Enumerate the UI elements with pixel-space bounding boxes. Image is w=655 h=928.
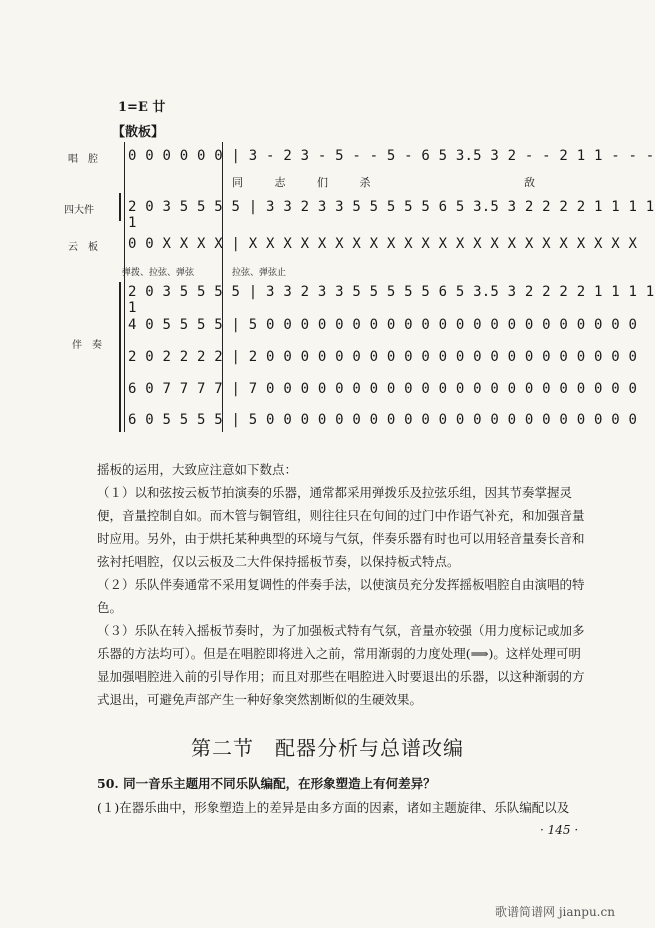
row-label-sidaijian: 四大件 bbox=[64, 205, 94, 216]
annotation-left: 弹拨、拉弦、弹弦 bbox=[122, 268, 195, 278]
row-notes-acc-3: 2 0 2 2 2 2 | 2 0 0 0 0 0 0 0 0 0 0 0 0 0 0 0 0 0 0 0 0 0 0 bbox=[128, 349, 638, 365]
row-notes-vocal: 0 0 0 0 0 0 | 3 - 2 3 - 5 - - 5 - 6 5 3.5 3 2 - - 2 1 1 - - - bbox=[128, 148, 655, 164]
question-text: (１)在器乐曲中，形象塑造上的差异是由多方面的因素，诸如主题旋律、乐队编配以及 bbox=[97, 800, 570, 815]
row-label-yunban: 云 板 bbox=[68, 242, 98, 253]
row-notes-acc-5: 6 0 5 5 5 5 | 5 0 0 0 0 0 0 0 0 0 0 0 0 0 0 0 0 0 0 0 0 0 0 bbox=[128, 412, 638, 428]
question-title: 50. 同一音乐主题用不同乐队编配，在形象塑造上有何差异？ bbox=[97, 776, 436, 791]
paragraph-2: （２）乐队伴奏通常不采用复调性的伴奏手法，以使演员充分发挥摇板唱腔自由演唱的特色。 bbox=[97, 577, 585, 615]
paragraph-3: （３）乐队在转入摇板节奏时，为了加强板式特有气氛，音量亦较强（用力度标记或加多乐器的方法均可）。但是在唱腔即将进入之前，常用渐弱的力度处理(⟹)。这样处理可明显加强唱腔进入前的引导作用；而且对那些在唱腔进入时要退出的乐器，以这种渐弱的方式退出，可避免声部产生一种好象突然割断似的生硬效果。 bbox=[97, 623, 585, 707]
row-label-vocal: 唱 腔 bbox=[68, 154, 98, 165]
annotation-mid: 拉弦、弹弦止 bbox=[232, 268, 287, 278]
bracket-sidaijian bbox=[119, 193, 121, 221]
section-heading: 第二节 配器分析与总谱改编 bbox=[191, 736, 464, 760]
row-label-accompaniment: 伴 奏 bbox=[72, 340, 102, 351]
row-notes-acc-4: 6 0 7 7 7 7 | 7 0 0 0 0 0 0 0 0 0 0 0 0 0 0 0 0 0 0 0 0 0 0 bbox=[128, 381, 638, 397]
intro-paragraph: 摇板的运用，大致应注意如下数点： bbox=[97, 462, 298, 477]
tempo-marking: 【散板】 bbox=[112, 125, 165, 140]
key-signature: 1=E 廿 bbox=[118, 100, 166, 115]
row-notes-sidaijian: 2 0 3 5 5 5 5 | 3 3 2 3 3 5 5 5 5 5 6 5 3.5 3 2 2 2 2 1 1 1 1 1 bbox=[128, 199, 655, 231]
lyrics-left: 同 志 们 杀 bbox=[232, 176, 385, 189]
page-number: · 145 · bbox=[540, 823, 579, 837]
bracket-accompaniment bbox=[119, 282, 121, 432]
row-notes-yunban: 0 0 X X X X | X X X X X X X X X X X X X X X X X X X X X X X bbox=[128, 236, 638, 252]
watermark: 歌谱简谱网 jianpu.cn bbox=[495, 905, 615, 919]
lyrics-right: 敌 bbox=[524, 176, 549, 189]
paragraph-1: （１）以和弦按云板节拍演奏的乐器，通常都采用弹拨乐及拉弦乐组，因其节奏掌握灵便，音量控制自如。而木管与铜管组，则往往只在句间的过门中作语气补充，和加强音量时应用。另外，由于烘托某种典型的环境与气氛，伴奏乐器有时也可以用轻音量奏长音和弦衬托唱腔，仅以云板及二大件保持摇板节奏，以保持板式特点。 bbox=[97, 485, 585, 569]
row-notes-acc-2: 4 0 5 5 5 5 | 5 0 0 0 0 0 0 0 0 0 0 0 0 0 0 0 0 0 0 0 0 0 0 bbox=[128, 317, 638, 333]
system-barline bbox=[124, 142, 125, 432]
row-notes-acc-1: 2 0 3 5 5 5 5 | 3 3 2 3 3 5 5 5 5 5 6 5 3.5 3 2 2 2 2 1 1 1 1 1 bbox=[128, 284, 655, 316]
